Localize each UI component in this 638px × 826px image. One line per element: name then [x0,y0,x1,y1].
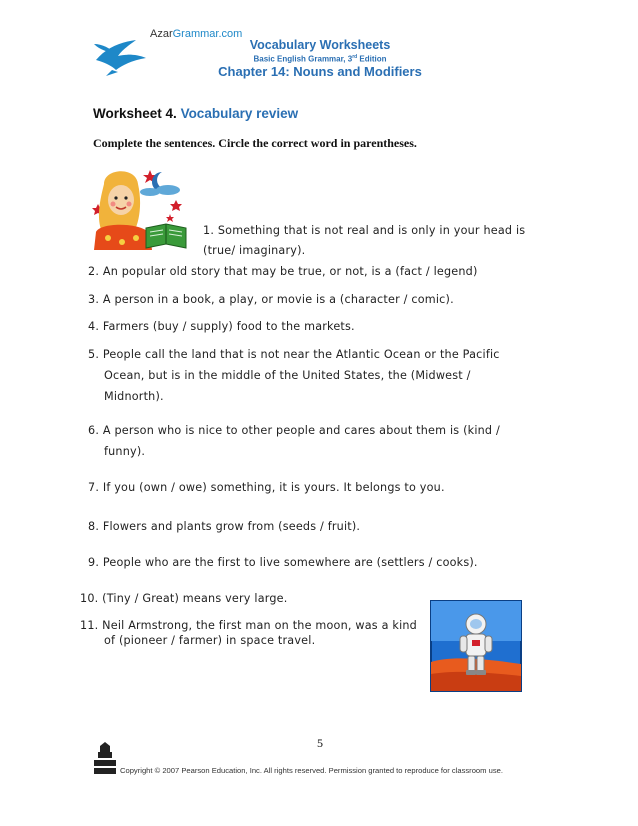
instructions: Complete the sentences. Circle the correct word in parentheses. [93,136,417,150]
list-item-8 [88,520,360,533]
item-text: Neil Armstrong, the first man on the moon, was a kind [102,619,417,632]
subtitle-pre: Basic English Grammar, 3 [253,54,353,64]
list-item-2 [88,265,478,278]
swallow-logo-icon [92,30,150,78]
item-number: 4. [88,320,100,333]
header-title: Vocabulary Worksheets [249,38,391,52]
brand-left: Azar [150,28,173,40]
list-item-6 [88,424,500,437]
item-text: Something that is not real and is only in your head is [217,224,526,237]
astronaut-illustration [430,600,522,692]
subtitle-post: Edition [357,54,387,64]
item-number: 11. [80,619,99,632]
item-number: 1. [203,224,215,237]
worksheet-label: Worksheet 4. [93,106,177,121]
header-subtitle [200,54,440,64]
item-number: 10. [80,592,99,605]
item-text: If you (own / owe) something, it is yours. It belongs to you. [102,481,445,494]
item-text: Farmers (buy / supply) food to the markets. [102,320,355,333]
chapter-title: Chapter 14: Nouns and Modifiers [218,64,422,79]
list-item-3 [88,293,454,306]
list-item-4 [88,320,355,333]
worksheet-title [93,106,298,121]
item-number: 2. [88,265,100,278]
page-number: 5 [317,736,323,750]
copyright-notice: Copyright © 2007 Pearson Education, Inc. All rights reserved. Permission granted to reproduce for classroom use. [120,766,503,775]
item-number: 6. [88,424,100,437]
list-item-6-cont: funny). [104,445,146,458]
list-item-9 [88,556,478,569]
brand-right: Grammar.com [172,28,243,40]
item-number: 3. [88,293,100,306]
list-item-1-cont: (true/ imaginary). [203,244,306,257]
list-item-1 [203,224,525,237]
list-item-5 [88,348,500,361]
item-number: 8. [88,520,100,533]
list-item-7 [88,481,445,494]
item-text: Flowers and plants grow from (seeds / fruit). [102,520,361,533]
girl-reading-illustration [90,162,190,254]
item-text: An popular old story that may be true, or not, is a (fact / legend) [102,265,478,278]
list-item-5-cont: Ocean, but is in the middle of the United States, the (Midwest / [104,369,471,382]
list-item-5-cont2: Midnorth). [104,390,164,403]
item-number: 5. [88,348,100,361]
subtitle-sup: rd [352,54,358,60]
pearson-logo-icon [94,742,116,774]
list-item-10 [80,592,288,605]
item-text: A person in a book, a play, or movie is a (character / comic). [102,293,454,306]
item-text: People call the land that is not near the Atlantic Ocean or the Pacific [102,348,500,361]
worksheet-name: Vocabulary review [180,106,299,121]
item-number: 9. [88,556,100,569]
item-text: A person who is nice to other people and cares about them is (kind / [102,424,500,437]
item-text: People who are the first to live somewhere are (settlers / cooks). [102,556,478,569]
item-number: 7. [88,481,100,494]
list-item-11 [80,619,417,632]
item-text: (Tiny / Great) means very large. [102,592,288,605]
list-item-11-cont: of (pioneer / farmer) in space travel. [104,634,316,647]
